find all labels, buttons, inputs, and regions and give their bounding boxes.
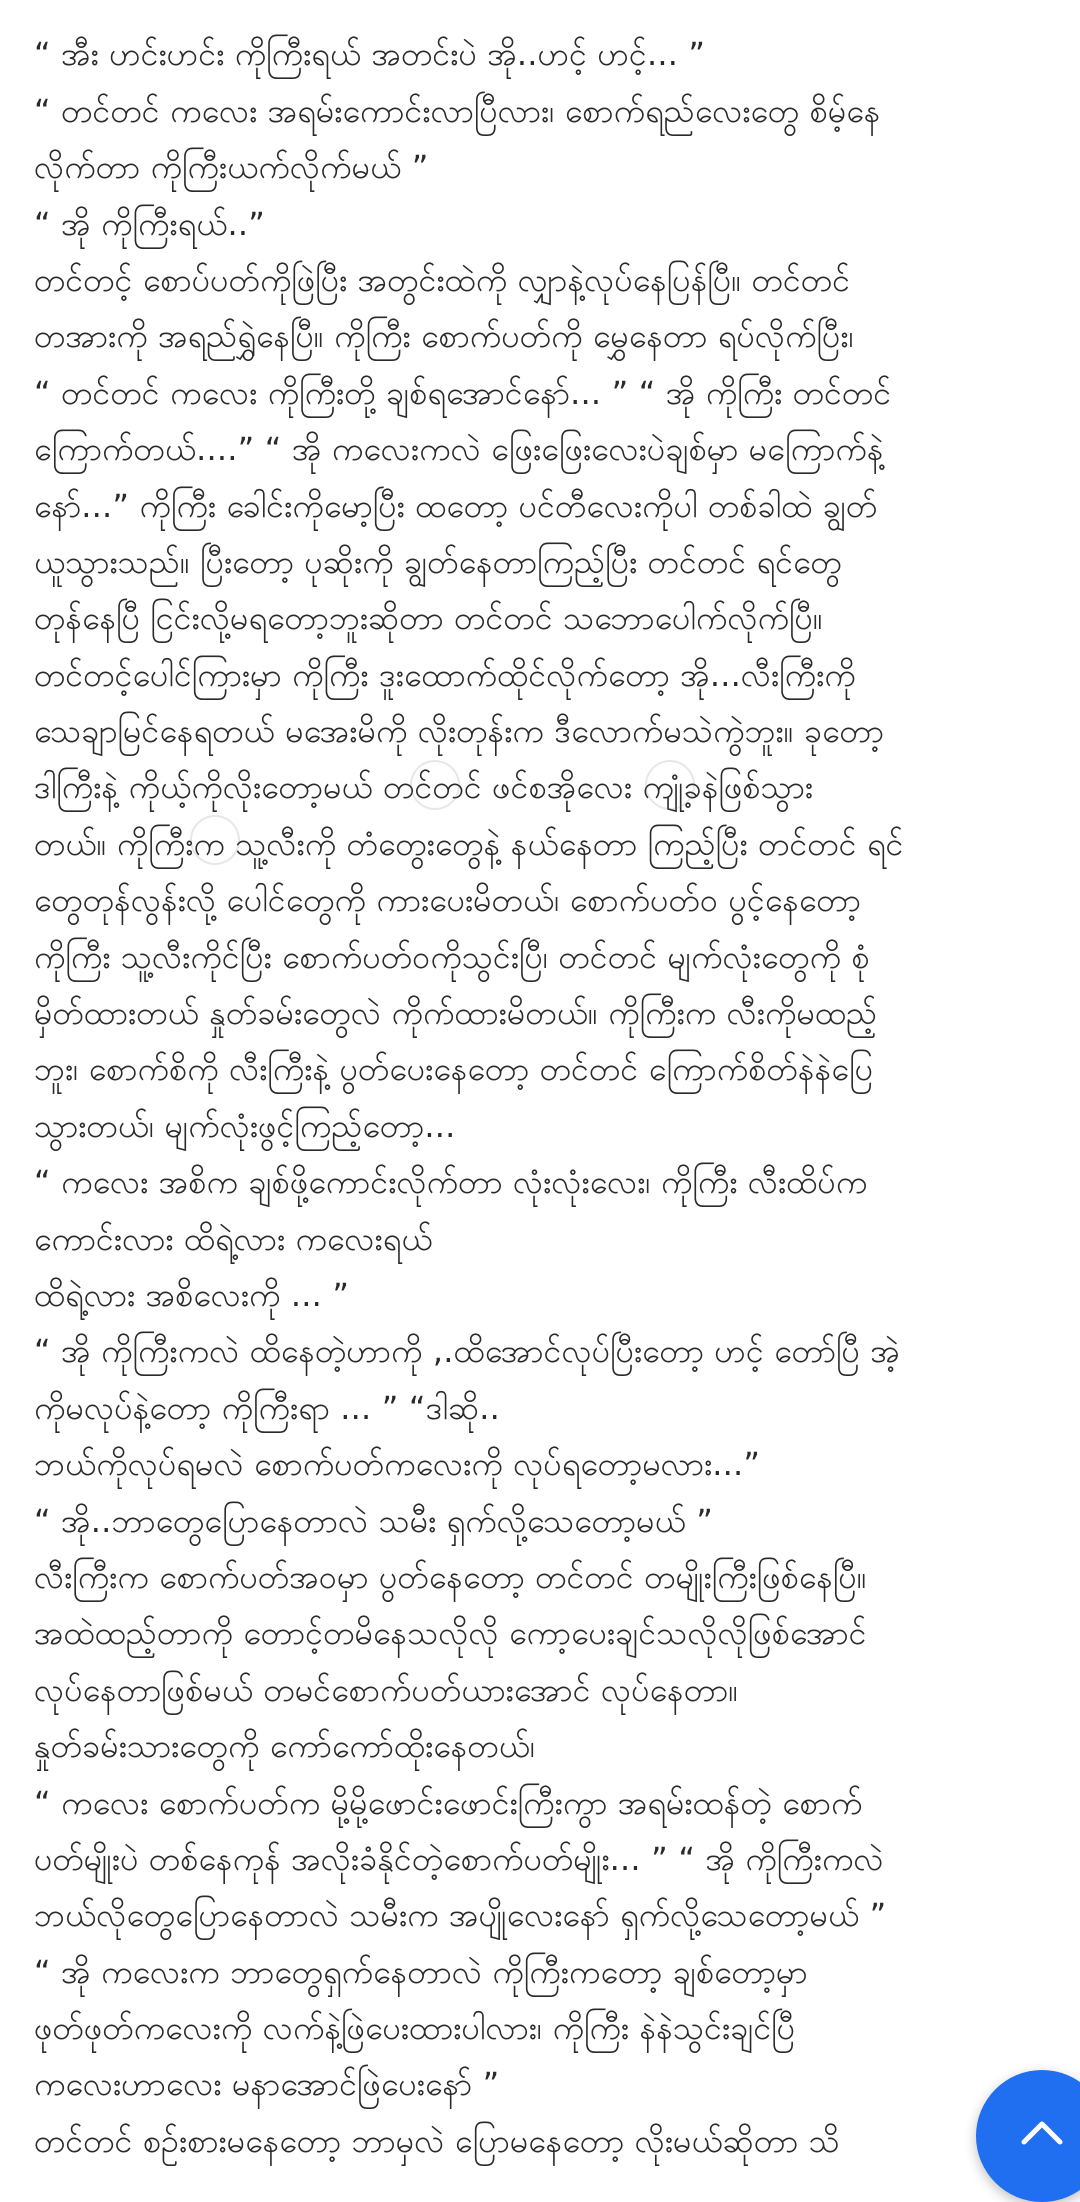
text-line: ဘယ်လိုတွေပြောနေတာလဲ သမီးက အပျိုလေးနော် ရှက်လို့သေတော့မယ် ”: [34, 1896, 887, 1935]
text-line: ပတ်မျိုးပဲ တစ်နေကုန် အလိုးခံနိုင်တဲ့စောက်ပတ်မျိုး... ” “ အို ကိုကြီးကလဲ: [34, 1839, 884, 1878]
text-line: အထဲထည့်တာကို တောင့်တမိနေသလိုလို ကော့ပေးချင်သလိုလိုဖြစ်အောင်: [34, 1614, 867, 1653]
text-line: ကိုကြီး သူ့လီးကိုင်ပြီး စောက်ပတ်ဝကိုသွင်းပြီ၊ တင်တင် မျက်လုံးတွေကို စုံ: [34, 937, 870, 976]
text-line: တွေတုန်လွန်းလို့ ပေါင်တွေကို ကားပေးမိတယ်၊ စောက်ပတ်ဝ ပွင့်နေတော့: [34, 881, 861, 920]
text-line: ကောင်းလား ထိရဲ့လား ကလေးရယ်: [34, 1219, 433, 1258]
text-line: ဘယ်ကိုလုပ်ရမလဲ စောက်ပတ်ကလေးကို လုပ်ရတော့မလား...”: [34, 1445, 761, 1484]
text-line: “ ကလေး အစိက ချစ်ဖို့ကောင်းလိုက်တာ လုံးလုံးလေး၊ ကိုကြီး လီးထိပ်က: [34, 1163, 868, 1202]
text-line: တယ်။ ကိုကြီးက သူ့လီးကို တံတွေးတွေနဲ့ နယ်နေတာ ကြည့်ပြီး တင်တင် ရင်: [34, 824, 904, 863]
text-line: [34, 2169, 1054, 2170]
article-body: [34, 0, 1054, 2170]
text-line: တအားကို အရည်ရွှဲနေပြီ။ ကိုကြီး စောက်ပတ်ကို မွှေနေတာ ရပ်လိုက်ပြီး၊: [34, 317, 854, 356]
text-line: “ အို ကိုကြီးရယ်..”: [34, 204, 265, 243]
text-line: “ အို..ဘာတွေပြောနေတာလဲ သမီး ရှက်လို့သေတော့မယ် ”: [34, 1501, 714, 1540]
text-line: ယူသွားသည်။ ပြီးတော့ ပုဆိုးကို ချွတ်နေတာကြည့်ပြီး တင်တင် ရင်တွေ: [34, 542, 842, 581]
text-line: နှုတ်ခမ်းသားတွေကို ကော်ကော်ထိုးနေတယ်၊: [34, 1727, 536, 1766]
text-line: တင်တင့်ပေါင်ကြားမှာ ကိုကြီး ဒူးထောက်ထိုင်လိုက်တော့ အို...လီးကြီးကို: [34, 655, 856, 694]
text-line: နော်...” ကိုကြီး ခေါင်းကိုမော့ပြီး ထတော့ ပင်တီလေးကိုပါ တစ်ခါထဲ ချွတ်: [34, 486, 878, 525]
text-line: လုပ်နေတာဖြစ်မယ် တမင်စောက်ပတ်ယားအောင် လုပ်နေတာ။: [34, 1670, 739, 1709]
text-line: သွားတယ်၊ မျက်လုံးဖွင့်ကြည့်တော့...: [34, 1106, 456, 1145]
chevron-up-icon: [1004, 2096, 1080, 2172]
text-line: ကြောက်တယ်....” “ အို ကလေးကလဲ ဖြေးဖြေးလေးပဲချစ်မှာ မကြောက်နဲ့: [34, 430, 884, 469]
text-line: ဘူး၊ စောက်စိကို လီးကြီးနဲ့ ပွတ်ပေးနေတော့ တင်တင် ကြောက်စိတ်နဲနဲပြေ: [34, 1050, 874, 1089]
text-line: လိုက်တာ ကိုကြီးယက်လိုက်မယ် ”: [34, 148, 429, 187]
text-line: “ အို ကလေးက ဘာတွေရှက်နေတာလဲ ကိုကြီးကတော့ ချစ်တော့မှာ: [34, 1952, 808, 1991]
text-line: “ အို ကိုကြီးကလဲ ထိနေတဲ့ဟာကို ,.ထိအောင်လုပ်ပြီးတော့ ဟင့် တော်ပြီ အဲ့: [34, 1332, 900, 1371]
text-line: ကိုမလုပ်နဲ့တော့ ကိုကြီးရာ ... ” “ဒါဆို..: [34, 1388, 501, 1427]
text-line: “ တင်တင် ကလေး အရမ်းကောင်းလာပြီလား၊ စောက်ရည်လေးတွေ စိမ့်နေ: [34, 91, 881, 130]
text-line: “ တင်တင် ကလေး ကိုကြီးတို့ ချစ်ရအောင်နော်... ” “ အို ကိုကြီး တင်တင်: [34, 373, 892, 412]
text-line: ဒါကြီးနဲ့ ကိုယ့်ကိုလိုးတော့မယ် တင်တင် ဖင်စအိုလေး ကျုံ့ခနဲဖြစ်သွား: [34, 768, 814, 807]
text-line: မှိတ်ထားတယ် နှုတ်ခမ်းတွေလဲ ကိုက်ထားမိတယ်။ ကိုကြီးက လီးကိုမထည့်: [34, 994, 878, 1033]
text-line: တင်တင် စဉ်းစားမနေတော့ ဘာမှလဲ ပြောမနေတော့ လိုးမယ်ဆိုတာ သိ: [34, 2121, 840, 2160]
text-line: သေချာမြင်နေရတယ် မအေးမိကို လိုးတုန်းက ဒီလောက်မသဲကွဲဘူး။ ခုတော့: [34, 712, 885, 751]
text-line: လီးကြီးက စောက်ပတ်အဝမှာ ပွတ်နေတော့ တင်တင် တမျိုးကြီးဖြစ်နေပြီ။: [34, 1557, 867, 1596]
text-line: “ ကလေး စောက်ပတ်က မို့မို့ဖောင်းဖောင်းကြီးကွာ အရမ်းထန်တဲ့ စောက်: [34, 1783, 863, 1822]
text-line: ဖုတ်ဖုတ်ကလေးကို လက်နဲ့ဖြဲပေးထားပါလား၊ ကိုကြီး နဲနဲသွင်းချင်ပြီ: [34, 2009, 796, 2048]
text-line: “ အီး ဟင်းဟင်း ကိုကြီးရယ် အတင်းပဲ အို..ဟင့် ဟင့်... ”: [34, 35, 706, 74]
text-line: တင်တင့် စောပ်ပတ်ကိုဖြဲပြီး အတွင်းထဲကို လျှာနဲ့လုပ်နေပြန်ပြီ။ တင်တင်: [34, 260, 851, 299]
text-line: ကလေးဟာလေး မနာအောင်ဖြဲပေးနော် ”: [34, 2065, 500, 2104]
text-line: တုန်နေပြီ ငြင်းလို့မရတော့ဘူးဆိုတာ တင်တင် သဘောပေါက်လိုက်ပြီ။: [34, 599, 823, 638]
text-line: [34, 0, 1054, 26]
text-line: ထိရဲ့လား အစိလေးကို ... ”: [34, 1275, 350, 1314]
